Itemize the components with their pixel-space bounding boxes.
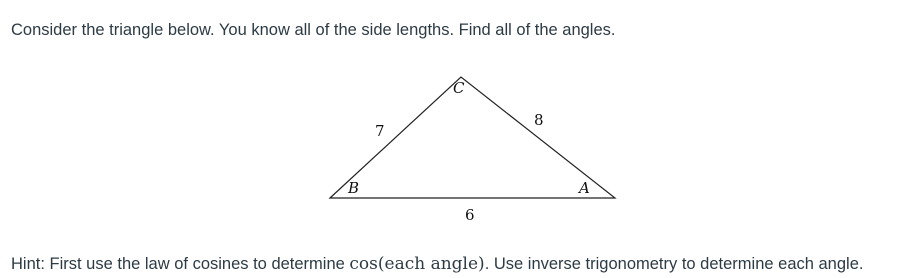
triangle-outline	[330, 77, 615, 198]
hint-text	[11, 252, 863, 276]
vertex-label-a: A	[579, 179, 590, 197]
side-label-ca: 8	[534, 111, 544, 129]
vertex-label-b: B	[348, 179, 360, 197]
hint-prefix: Hint: First use the law of cosines to determine	[11, 255, 350, 273]
hint-math: cos(each angle)	[349, 254, 485, 274]
side-label-ba: 6	[465, 206, 475, 224]
vertex-label-c: C	[453, 79, 465, 97]
question-prompt: Consider the triangle below. You know all of the side lengths. Find all of the angles.	[11, 21, 616, 39]
side-label-bc: 7	[375, 122, 385, 140]
hint-suffix: . Use inverse trigonometry to determine each angle.	[484, 255, 864, 273]
